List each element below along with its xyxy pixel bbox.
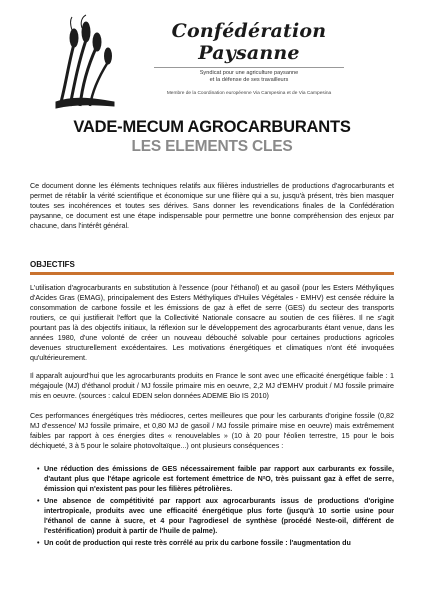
list-item (37, 496, 394, 536)
list-item-text: Une réduction des émissions de GES nécessairement faible par rapport aux carburants ex fossile, d'autant plus que l'étape agricole est fortement émettrice de N²O, très puissant gaz à effet de serre, émission qui n'existent pas pour les filières pétrolières. (44, 465, 394, 494)
list-item-text: Une absence de compétitivité par rapport aux agrocarburants issus de productions d'origine intertropicale, produits avec une efficacité énergétique plus forte (jusqu'à 10 sortie usine pour l'éthanol de canne à sucre, et 4 pour l'agrodiesel de synthèse (procédé Neste-oil, différent de l'estérification) produit à partir de l'huile de palme). (44, 497, 394, 536)
list-item (37, 538, 394, 548)
header (0, 0, 424, 112)
section-heading-underline (30, 272, 394, 275)
document-subtitle: LES ELEMENTS CLES (131, 138, 293, 155)
bullet-icon: • (37, 497, 40, 506)
brand-name: Confédération Paysanne (171, 20, 327, 64)
brand-divider (154, 67, 344, 68)
section-heading: OBJECTIFS (30, 260, 75, 269)
brand-affiliation: Membre de la Coordination européenne Via Campesina et de Via Campesina (166, 91, 332, 96)
list-item (37, 464, 394, 494)
objectives-paragraph-1: L'utilisation d'agrocarburants en substitution à l'essence (pour l'éthanol) et au gasoil (pour les Esters Méthyliques d'Acides Gras (EMAG), principalement des Esters Méthyliques d'Huiles Végétales - EMHV) est censée réduire la consommation de carbone fossile et les émissions de gaz à effet de serre (GES) du secteur des transports routiers, ce qui justifierait l'effort que la Collectivité Nationale consacre au soutien de ces filières. Il ne s'agit pourtant pas là des objectifs initiaux, la réflexion sur le développement des agrocarburants étant venue, dans les années 1980, d'une volonté de créer un nouveau débouché solvable pour certaines productions agricoles devenues structurellement excédentaires. Les motivations énergétiques et climatiques n'ont été invoquées qu'ultérieurement. (30, 284, 394, 363)
objectives-paragraph-3: Ces performances énergétiques très médiocres, certes meilleures que pour les carburants d'origine fossile (0,82 MJ d'essence/ MJ fossile primaire, et 0,80 MJ de gasoil / MJ fossile primaire mise en oeuvre) mais extrêmement faibles par rapport à ces énergies dites « renouvelables » (10 à 20 pour l'éolien terrestre, 15 pour le bois déchiqueté, 3 à 5 pour le solaire photovoltaïque...) ont plusieurs conséquences : (30, 412, 394, 451)
document-title: VADE-MECUM AGROCARBURANTS (73, 118, 351, 136)
consequences-list (37, 464, 394, 550)
bullet-icon: • (37, 465, 40, 473)
bullet-icon: • (37, 539, 40, 548)
wheat-sheaf-logo-icon (52, 14, 122, 110)
brand-subtitle-line1: Syndicat pour une agriculture paysanne (199, 70, 299, 76)
brand-block (134, 20, 364, 97)
objectives-paragraph-2: Il apparaît aujourd'hui que les agrocarburants produits en France le sont avec une efficacité énergétique faible : 1 mégajoule (MJ) d'éthanol produit / MJ fossile primaire mis en oeuvre, 2,2 MJ d'EMHV produit / MJ fossile primaire mis en oeuvre. (sources : calcul EDEN selon données ADEME Bio IS 2010) (30, 372, 394, 401)
intro-paragraph: Ce document donne les éléments techniques relatifs aux filières industrielles de productions d'agrocarburants et permet de rétablir la vérité scientifique et économique sur une filière qui a su, jusqu'à présent, très bien masquer toutes ses incohérences et toutes ses dérives. Sans donner les revendications finales de la Confédération paysanne, ce document est une étape indispensable pour permettre une bonne compréhension des enjeux par chacune, dans l'intérêt général. (30, 182, 394, 231)
brand-subtitle-line2: et la défense de ses travailleurs (209, 77, 289, 83)
list-item-text: Un coût de production qui reste très corrélé au prix du carbone fossile : l'augmentation du (44, 539, 351, 548)
